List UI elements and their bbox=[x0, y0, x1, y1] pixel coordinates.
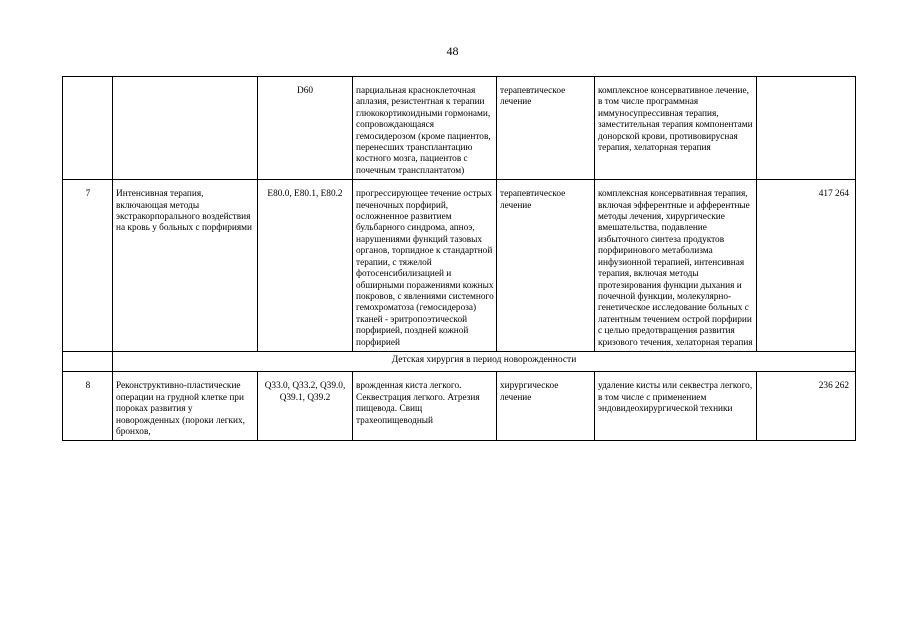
icd-codes: D60 bbox=[258, 77, 353, 180]
disease-model: врожденная киста легкого. Секвестрация легкого. Атрезия пищевода. Свищ трахеопищеводный bbox=[353, 372, 497, 441]
treatment-method: удаление кисты или секвестра легкого, в том числе с применением эндовидеохирургической техники bbox=[595, 372, 757, 441]
medical-care-table bbox=[62, 76, 856, 441]
row-number: 7 bbox=[63, 180, 113, 352]
care-name: Интенсивная терапия, включающая методы экстракорпорального воздействия на кровь у больных с порфириями bbox=[113, 180, 258, 352]
row-number: 8 bbox=[63, 372, 113, 441]
standard-cost: 236 262 bbox=[757, 372, 856, 441]
section-title: Детская хирургия в период новорожденности bbox=[113, 351, 856, 371]
disease-model: парциальная красноклеточная аплазия, резистентная к терапии глюкокортикоидными гормонами, сопровождающаяся гемосидерозом (кроме пациентов, перенесших трансплантацию костного мозга, пациентов с почечным трансплантатом) bbox=[353, 77, 497, 180]
section-row bbox=[63, 351, 856, 371]
table-row bbox=[63, 77, 856, 180]
icd-codes: Q33.0, Q33.2, Q39.0, Q39.1, Q39.2 bbox=[258, 372, 353, 441]
page-number: 48 bbox=[446, 44, 459, 58]
table-row bbox=[63, 372, 856, 441]
section-empty-cell bbox=[63, 351, 113, 371]
treatment-method: комплексное консервативное лечение, в том числе программная иммуносупрессивная терапия, заместительная терапия компонентами донорской крови, противовирусная терапия, хелаторная терапия bbox=[595, 77, 757, 180]
row-number bbox=[63, 77, 113, 180]
disease-model: прогрессирующее течение острых печеночных порфирий, осложненное развитием бульбарного синдрома, апноэ, нарушениями функций тазовых органов, торпидное к стандартной терапии, с тяжелой фотосенсибилизацией и обширными поражениями кожных покровов, с явлениями системного гемохроматоза (гемосидероза) тканей - эритропоэтической порфирией, поздней кожной порфирией bbox=[353, 180, 497, 352]
standard-cost bbox=[757, 77, 856, 180]
standard-cost: 417 264 bbox=[757, 180, 856, 352]
care-type: терапевтическое лечение bbox=[497, 77, 595, 180]
table-row bbox=[63, 180, 856, 352]
icd-codes: E80.0, E80.1, E80.2 bbox=[258, 180, 353, 352]
care-name bbox=[113, 77, 258, 180]
care-name: Реконструктивно-пластические операции на грудной клетке при пороках развития у новорожденных (пороки легких, бронхов, bbox=[113, 372, 258, 441]
care-type: хирургическое лечение bbox=[497, 372, 595, 441]
treatment-method: комплексная консервативная терапия, включая эфферентные и афферентные методы лечения, хирургические вмешательства, подавление избыточного синтеза продуктов порфиринового метаболизма инфузионной терапией, интенсивная терапия, включая методы протезирования функции дыхания и почечной функции, молекулярно-генетическое исследование больных с латентным течением острой порфирии с целью предотвращения развития кризового течения, хелаторная терапия bbox=[595, 180, 757, 352]
care-type: терапевтическое лечение bbox=[497, 180, 595, 352]
